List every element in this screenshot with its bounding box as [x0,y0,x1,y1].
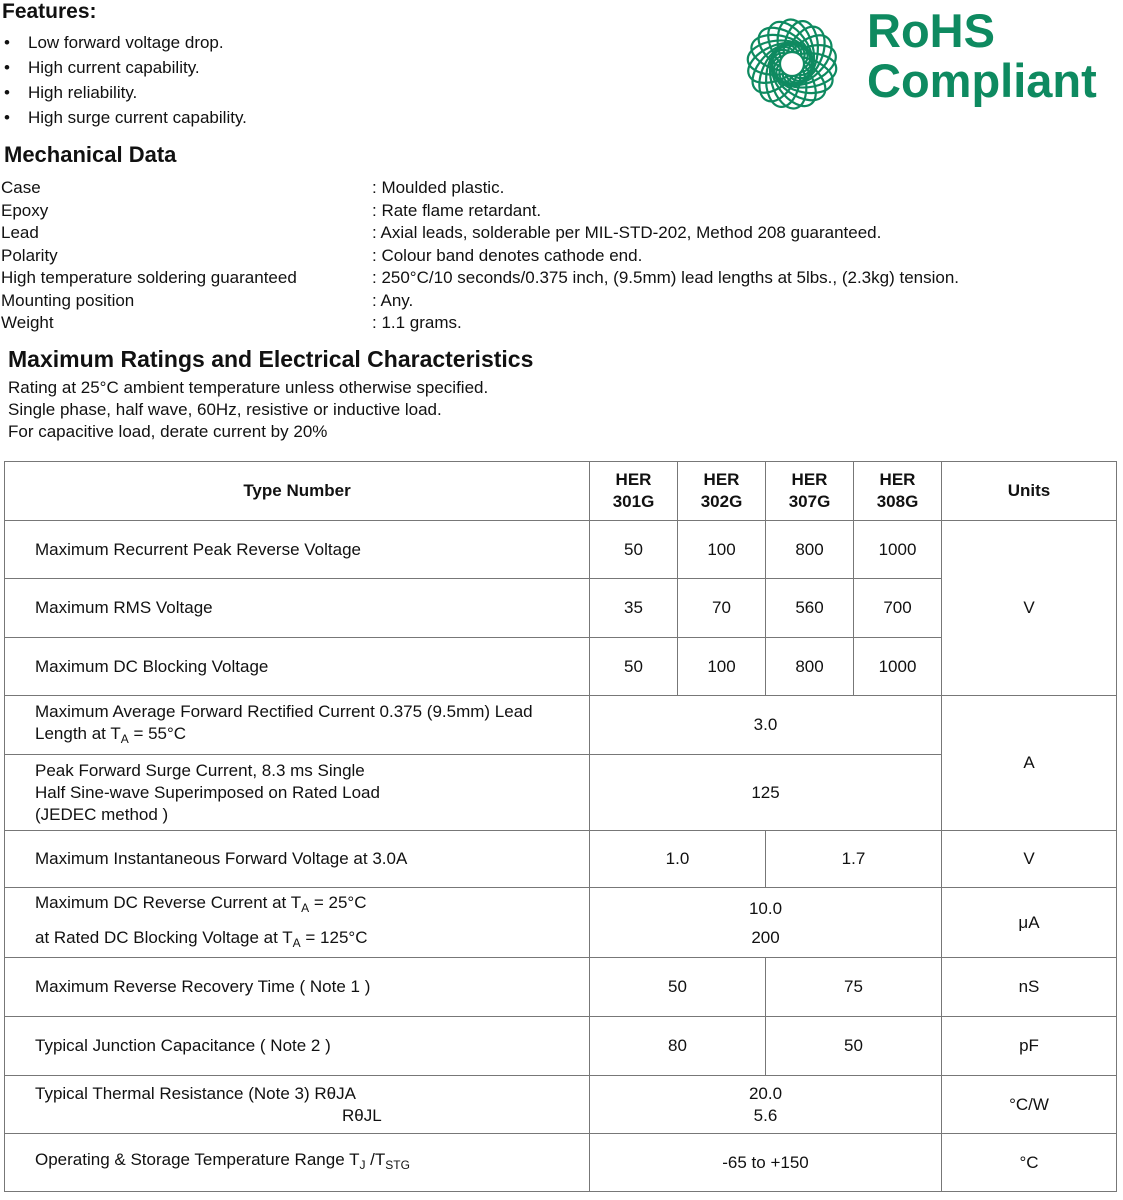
table-row [5,521,1117,579]
features-heading: Features: [2,0,97,23]
param-ifav: Maximum Average Forward Rectified Current 0.375 (9.5mm) Lead Length at $T_A = 55^\circ C$ [5,696,590,755]
value-cell: 80 [590,1017,766,1076]
unit-cell: V [942,521,1117,696]
table-row [5,958,1117,1017]
value-cell: 75 [766,958,942,1017]
rosette-icon [730,2,854,126]
value-cell: 1000 [854,638,942,696]
value-cell: 1000 [854,521,942,579]
feature-item: • High reliability. [4,83,138,102]
header-part: HER 301G [590,462,678,521]
value-cell: 50 [766,1017,942,1076]
ratings-notes [8,377,488,443]
param-temp: Operating & Storage Temperature Range $T_J$ $/T_{STG}$ [5,1134,590,1192]
unit-cell: pF [942,1017,1117,1076]
param-rth: Typical Thermal Resistance (Note 3) RθJA RθJL [5,1076,590,1134]
table-row [5,1134,1117,1192]
value-cell: 35 [590,579,678,638]
value-cell: 20.0 5.6 [590,1076,942,1134]
table-row [5,831,1117,888]
table-row [5,1076,1117,1134]
rating-note: Rating at 25°C ambient temperature unless otherwise specified. [8,378,489,397]
value-cell: 70 [678,579,766,638]
value-cell: 1.7 [766,831,942,888]
bullet-icon: • [4,58,10,77]
ratings-table [4,461,1117,1192]
value-cell: 50 [590,958,766,1017]
unit-cell: A [942,696,1117,831]
value-cell: 50 [590,521,678,579]
rohs-logo-text [867,6,1097,106]
table-row [5,888,1117,958]
param-cj: Typical Junction Capacitance ( Note 2 ) [5,1017,590,1076]
unit-cell: nS [942,958,1117,1017]
feature-item: • High current capability. [4,58,200,77]
header-units: Units [942,462,1117,521]
param-ifsm: Peak Forward Surge Current, 8.3 ms Single Half Sine-wave Superimposed on Rated Load (JEDEC method ) [5,755,590,831]
value-cell: 10.0 200 [590,888,942,958]
feature-item: • High surge current capability. [4,108,247,127]
ratings-heading: Maximum Ratings and Electrical Characteristics [8,346,534,372]
value-cell: 560 [766,579,854,638]
value-cell: 125 [590,755,942,831]
value-cell: 100 [678,638,766,696]
unit-cell: μA [942,888,1117,958]
value-cell: 1.0 [590,831,766,888]
rating-note: Single phase, half wave, 60Hz, resistive or inductive load. [8,400,442,419]
param-trr: Maximum Reverse Recovery Time ( Note 1 ) [5,958,590,1017]
rosette-center [780,52,804,76]
unit-cell: °C [942,1134,1117,1192]
value-cell: -65 to +150 [590,1134,942,1192]
value-cell: 700 [854,579,942,638]
rohs-line2: Compliant [867,54,1097,107]
bullet-icon: • [4,83,10,102]
value-cell: 800 [766,521,854,579]
value-cell: 50 [590,638,678,696]
mechanical-heading: Mechanical Data [4,142,177,167]
rohs-line1: RoHS [867,4,995,57]
table-row [5,1017,1117,1076]
feature-item: • Low forward voltage drop. [4,33,224,52]
param-ir: Maximum DC Reverse Current at $T_A = 25^\circ C$ at Rated DC Blocking Voltage at $T_A = 125^\circ C$ [5,888,590,958]
value-cell: 800 [766,638,854,696]
param-vf: Maximum Instantaneous Forward Voltage at 3.0A [5,831,590,888]
param-vrms: Maximum RMS Voltage [5,579,590,638]
param-vdc: Maximum DC Blocking Voltage [5,638,590,696]
value-cell: 100 [678,521,766,579]
bullet-icon: • [4,33,10,52]
unit-cell: V [942,831,1117,888]
unit-cell: °C/W [942,1076,1117,1134]
bullet-icon: • [4,108,10,127]
features-list [2,32,247,132]
header-part: HER 302G [678,462,766,521]
header-part: HER 308G [854,462,942,521]
header-type-number: Type Number [5,462,590,521]
table-row [5,696,1117,755]
rohs-logo [730,2,1123,126]
param-vrrm: Maximum Recurrent Peak Reverse Voltage [5,521,590,579]
rating-note: For capacitive load, derate current by 20% [8,422,328,441]
table-header-row [5,462,1117,521]
value-cell: 3.0 [590,696,942,755]
header-part: HER 307G [766,462,854,521]
